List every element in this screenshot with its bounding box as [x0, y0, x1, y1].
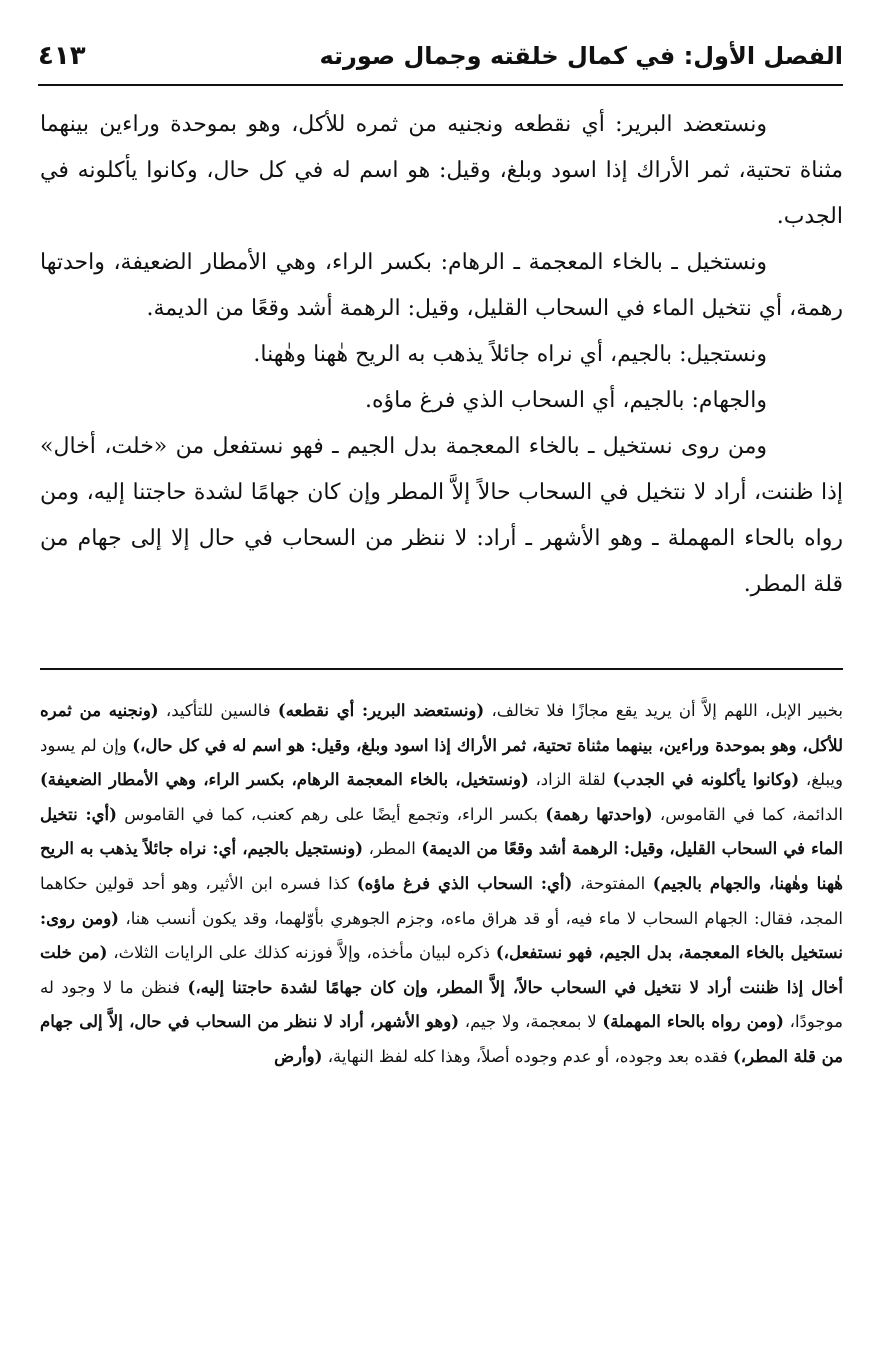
- footnote-quoted-text: (أي: السحاب الذي فرغ ماؤه): [356, 873, 573, 893]
- page-header: [38, 28, 843, 86]
- footnote-quoted-text: (ونستخيل، بالخاء المعجمة الرهام، بكسر الراء، وهي الأمطار الضعيفة): [40, 770, 529, 790]
- running-title: الفصل الأول: في كمال خلقته وجمال صورته: [319, 42, 843, 70]
- footnote-quoted-text: (ونستعضد البرير: أي نقطعه): [277, 701, 485, 720]
- footnote-quoted-text: (ومن رواه بالحاء المهملة): [602, 1012, 784, 1032]
- footnote-plain-text: فنظن ما لا وجود له موجودًا،: [40, 977, 843, 1032]
- footnote-plain-text: بكسر الراء، وتجمع أيضًا على رهم كعنب، كما في القاموس: [116, 804, 546, 824]
- footnote-plain-text: لقلة الزاد،: [528, 770, 613, 790]
- footnote-plain-text: المفتوحة،: [572, 873, 653, 893]
- footnote-separator: [40, 668, 843, 670]
- main-paragraph-4: والجهام: بالجيم، أي السحاب الذي فرغ ماؤه.: [365, 388, 767, 413]
- footnote-quoted-text: (من خلت أخال إذا ظننت أراد لا نتخيل في السحاب حالاً، إلاَّ المطر، وإن كان جهامًا لشدة حاجتنا إليه،): [40, 943, 844, 997]
- footnote-paragraph: [40, 694, 843, 1075]
- footnote-quoted-text: (أي: نتخيل الماء في السحاب القليل، وقيل: الرهمة أشد وقعًا من الديمة): [40, 804, 844, 859]
- footnote-plain-text: المطر،: [363, 839, 422, 859]
- footnote-quoted-text: (وهو الأشهر، أراد لا ننظر من السحاب في حال، إلاَّ إلى جهام من قلة المطر،): [40, 1012, 843, 1066]
- footnote-plain-text: فالسين للتأكيد،: [158, 701, 278, 720]
- main-paragraph-1: ونستعضد البرير: أي نقطعه ونجنيه من ثمره للأكل، وهو بموحدة وراءين بينهما مثناة تحتية، ثمر الأراك إذا اسود وبلغ، وقيل: هو اسم له في كل حال، وكانوا يأكلونه في الجدب.: [40, 112, 843, 229]
- footnote-plain-text: الدائمة، كما في القاموس،: [652, 804, 844, 824]
- footnote-plain-text: بخبير الإبل، اللهم إلاَّ أن يريد يقع مجازًا فلا تخالف،: [484, 701, 843, 720]
- footnote-quoted-text: (ونجنيه من ثمره للأكل، وهو بموحدة وراءين، بينهما مثناة تحتية، ثمر الأراك إذا اسود وبلغ، وقيل: هو اسم له في كل حال،): [40, 701, 843, 755]
- main-text: [40, 102, 843, 608]
- footnote-quoted-text: (ومن روى: نستخيل بالخاء المعجمة، بدل الجيم، فهو نستفعل،): [40, 908, 843, 963]
- footnote-plain-text: ذكره لبيان مأخذه، وإلاَّ فوزنه كذلك على الرايات الثلاث،: [107, 943, 496, 963]
- footnote-quoted-text: (وكانوا يأكلونه في الجدب): [612, 770, 800, 790]
- footnote-quoted-text: (وأرض: [274, 1046, 323, 1066]
- footnote-plain-text: فقده بعد وجوده، أو عدم وجوده أصلاً، وهذا كله لفظ النهاية،: [322, 1046, 733, 1066]
- footnote-quoted-text: (واحدتها رهمة): [545, 804, 653, 824]
- page-number: ٤١٣: [38, 41, 86, 71]
- main-paragraph-3: ونستجيل: بالجيم، أي نراه جائلاً يذهب به الريح هٰهنا وهٰهنا.: [253, 342, 767, 367]
- main-paragraph-2: ونستخيل ـ بالخاء المعجمة ـ الرهام: بكسر الراء، وهي الأمطار الضعيفة، واحدتها رهمة، أي نتخيل الماء في السحاب القليل، وقيل: الرهمة أشد وقعًا من الديمة.: [40, 250, 843, 321]
- main-paragraph-5: ومن روى نستخيل ـ بالخاء المعجمة بدل الجيم ـ فهو نستفعل من «خلت، أخال» إذا ظننت، أراد لا نتخيل في السحاب حالاً إلاَّ المطر وإن كان جهامًا لشدة حاجتنا إليه، ومن رواه بالحاء المهملة ـ وهو الأشهر ـ أراد: لا ننظر من السحاب في حال إلا إلى جهام من قلة المطر.: [40, 434, 843, 597]
- footnote-plain-text: وإن لم يسود ويبلغ،: [40, 735, 843, 790]
- footnote-plain-text: كذا فسره ابن الأثير، وهو أحد قولين حكاهما المجد، فقال: الجهام السحاب لا ماء فيه، أو قد هراق ماءه، وجزم الجوهري بأوّلهما، وقد يكون أنسب هنا،: [40, 873, 844, 928]
- footnote-quoted-text: (ونستجيل بالجيم، أي: نراه جائلاً يذهب به الريح هٰهنا وهٰهنا، والجهام بالجيم): [40, 839, 843, 893]
- footnote-commentary: [40, 694, 843, 1075]
- footnote-plain-text: لا بمعجمة، ولا جيم،: [459, 1012, 603, 1032]
